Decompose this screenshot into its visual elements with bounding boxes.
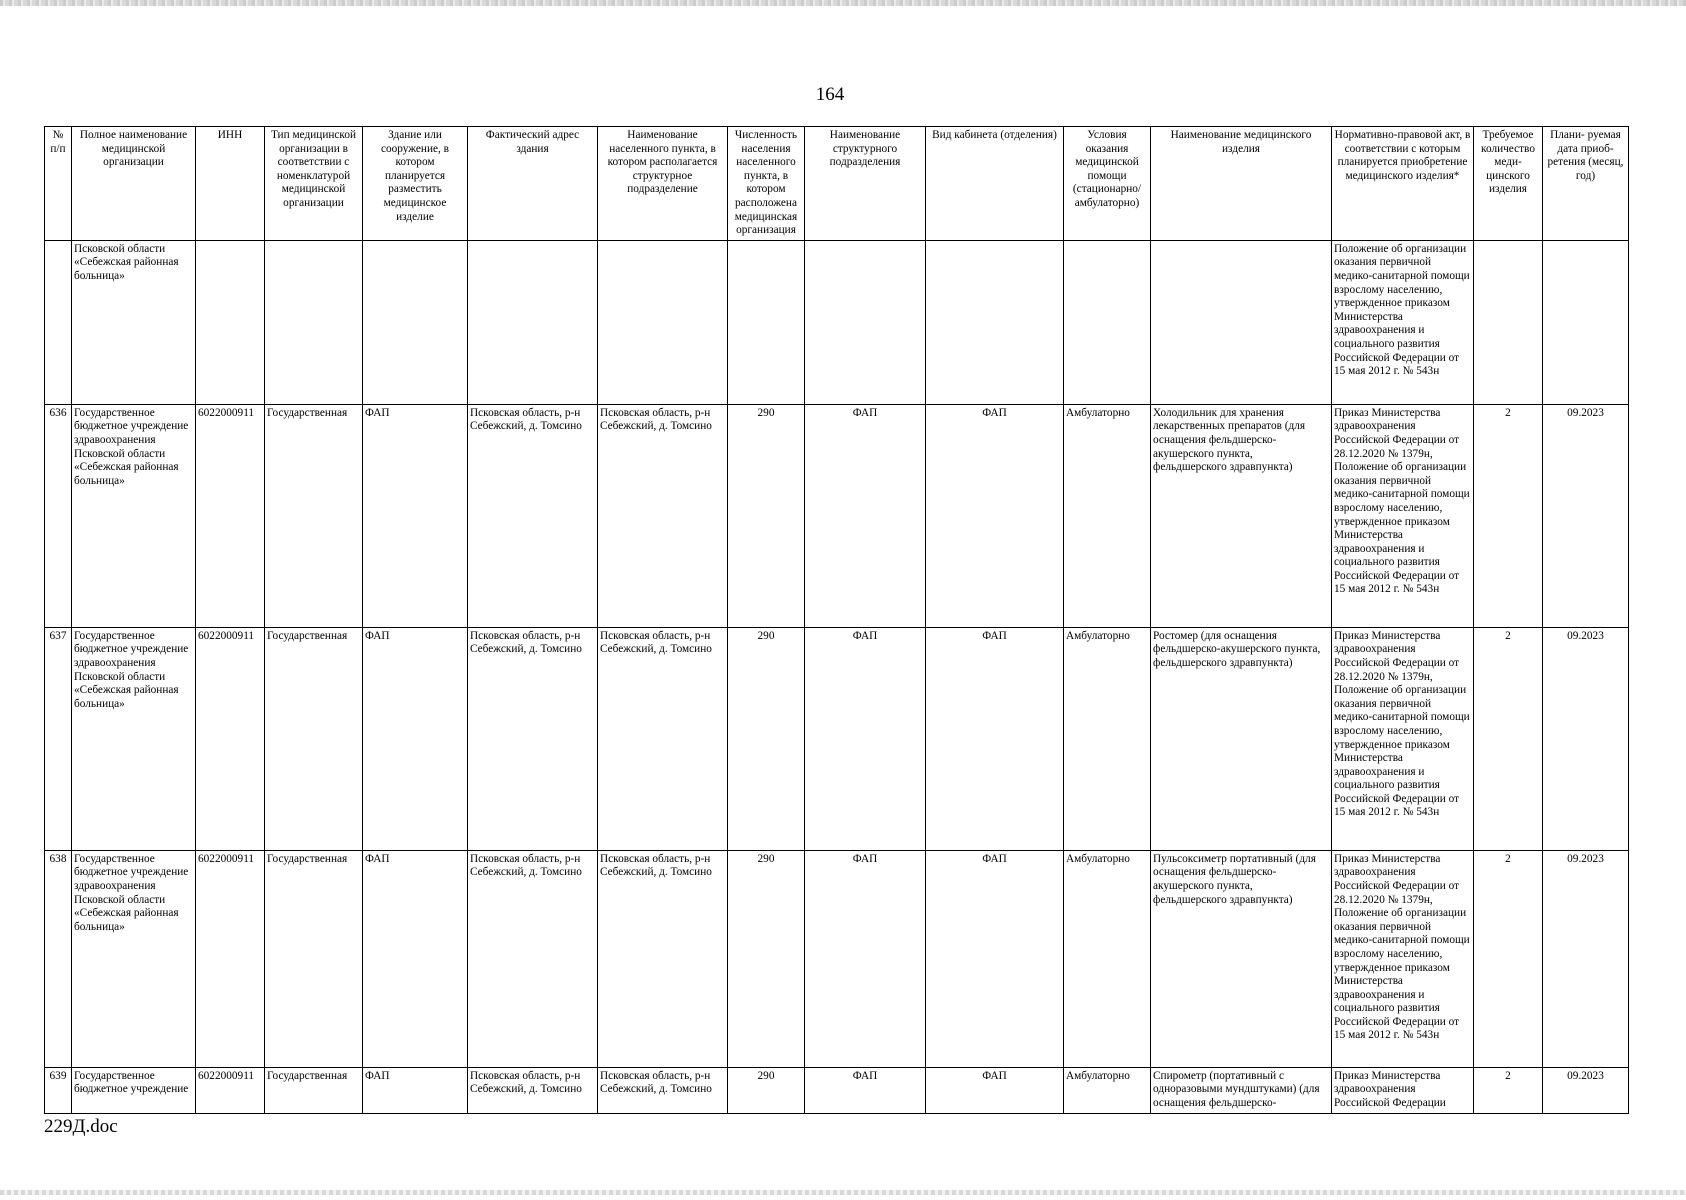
cell-org: Государственное бюджетное учреждение здравоохранения Псковской области «Себежская районная больница» [72,404,196,627]
cell-building: ФАП [363,850,468,1067]
cell-quantity: 2 [1474,404,1543,627]
header-num: № п/п [45,127,72,241]
cell-date: 09.2023 [1543,850,1629,1067]
header-org: Полное наименование медицинской организации [72,127,196,241]
cell-cabinet: ФАП [926,627,1064,850]
header-device: Наименование медицинского изделия [1151,127,1332,241]
cell-inn: 6022000911 [196,404,265,627]
page-number: 164 [815,84,845,105]
cell-inn [196,240,265,404]
cell-unit [805,240,926,404]
cell-quantity [1474,240,1543,404]
cell-unit: ФАП [805,627,926,850]
table-row [45,1067,1629,1113]
cell-date: 09.2023 [1543,627,1629,850]
table-row [45,627,1629,850]
scan-edge-bottom [0,1190,1686,1195]
cell-population: 290 [728,627,805,850]
cell-cabinet: ФАП [926,404,1064,627]
cell-org: Государственное бюджетное учреждение здравоохранения Псковской области «Себежская районная больница» [72,627,196,850]
cell-date: 09.2023 [1543,1067,1629,1113]
cell-address: Псковская область, р-н Себежский, д. Томсино [468,627,598,850]
cell-act: Приказ Министерства здравоохранения Российской Федерации от 28.12.2020 № 1379н, Положение об организации оказания первичной медико-санитарной помощи взрослому населению, утвержденное приказом Министерства здравоохранения и социального развития Российской Федерации от 15 мая 2012 г. № 543н [1332,850,1474,1067]
cell-num: 637 [45,627,72,850]
cell-type: Государственная [265,627,363,850]
header-building: Здание или сооружение, в котором планируется разместить медицинское изделие [363,127,468,241]
cell-quantity: 2 [1474,850,1543,1067]
header-date: Плани- руемая дата приоб- ретения (месяц, год) [1543,127,1629,241]
cell-population: 290 [728,850,805,1067]
cell-inn: 6022000911 [196,850,265,1067]
cell-cabinet [926,240,1064,404]
cell-org: Государственное бюджетное учреждение [72,1067,196,1113]
header-address: Фактический адрес здания [468,127,598,241]
header-settlement: Наименование населенного пункта, в котором располагается структурное подразделение [598,127,728,241]
cell-org: Псковской области «Себежская районная больница» [72,240,196,404]
cell-inn: 6022000911 [196,1067,265,1113]
header-inn: ИНН [196,127,265,241]
header-quantity: Требуемое количество меди- цинского изделия [1474,127,1543,241]
cell-date: 09.2023 [1543,404,1629,627]
equipment-table [44,126,1629,1114]
cell-settlement: Псковская область, р-н Себежский, д. Томсино [598,850,728,1067]
cell-quantity: 2 [1474,627,1543,850]
cell-cabinet: ФАП [926,850,1064,1067]
cell-num [45,240,72,404]
table-header-row [45,127,1629,241]
header-cabinet: Вид кабинета (отделения) [926,127,1064,241]
header-conditions: Условия оказания медицинской помощи (стационарно/ амбулаторно) [1064,127,1151,241]
cell-conditions [1064,240,1151,404]
cell-act: Приказ Министерства здравоохранения Российской Федерации от 28.12.2020 № 1379н, Положение об организации оказания первичной медико-санитарной помощи взрослому населению, утвержденное приказом Министерства здравоохранения и социального развития Российской Федерации от 15 мая 2012 г. № 543н [1332,627,1474,850]
cell-settlement: Псковская область, р-н Себежский, д. Томсино [598,1067,728,1113]
cell-address [468,240,598,404]
cell-quantity: 2 [1474,1067,1543,1113]
scan-edge-top [0,0,1686,6]
cell-act: Положение об организации оказания первичной медико-санитарной помощи взрослому населению, утвержденное приказом Министерства здравоохранения и социального развития Российской Федерации от 15 мая 2012 г. № 543н [1332,240,1474,404]
footer-filename: 229Д.doc [44,1116,118,1137]
table-row [45,240,1629,404]
cell-population: 290 [728,1067,805,1113]
cell-device: Спирометр (портативный с одноразовыми мундштуками) (для оснащения фельдшерско- [1151,1067,1332,1113]
table-row [45,850,1629,1067]
cell-population: 290 [728,404,805,627]
cell-building: ФАП [363,404,468,627]
cell-address: Псковская область, р-н Себежский, д. Томсино [468,1067,598,1113]
cell-building [363,240,468,404]
cell-inn: 6022000911 [196,627,265,850]
cell-unit: ФАП [805,404,926,627]
header-unit: Наименование структурного подразделения [805,127,926,241]
cell-date [1543,240,1629,404]
cell-act: Приказ Министерства здравоохранения Российской Федерации [1332,1067,1474,1113]
cell-type: Государственная [265,850,363,1067]
cell-type [265,240,363,404]
cell-num: 639 [45,1067,72,1113]
cell-org: Государственное бюджетное учреждение здравоохранения Псковской области «Себежская районная больница» [72,850,196,1067]
cell-type: Государственная [265,1067,363,1113]
cell-conditions: Амбулаторно [1064,850,1151,1067]
cell-unit: ФАП [805,1067,926,1113]
cell-act: Приказ Министерства здравоохранения Российской Федерации от 28.12.2020 № 1379н, Положение об организации оказания первичной медико-санитарной помощи взрослому населению, утвержденное приказом Министерства здравоохранения и социального развития Российской Федерации от 15 мая 2012 г. № 543н [1332,404,1474,627]
cell-device: Холодильник для хранения лекарственных препаратов (для оснащения фельдшерско-акушерского пункта, фельдшерского здравпункта) [1151,404,1332,627]
cell-building: ФАП [363,1067,468,1113]
cell-conditions: Амбулаторно [1064,404,1151,627]
cell-type: Государственная [265,404,363,627]
table-row [45,404,1629,627]
cell-settlement [598,240,728,404]
cell-population [728,240,805,404]
header-type: Тип медицинской организации в соответствии с номенклатурой медицинской организации [265,127,363,241]
cell-address: Псковская область, р-н Себежский, д. Томсино [468,404,598,627]
header-act: Нормативно-правовой акт, в соответствии с которым планируется приобретение медицинского изделия* [1332,127,1474,241]
cell-address: Псковская область, р-н Себежский, д. Томсино [468,850,598,1067]
header-population: Численность населения населенного пункта, в котором расположена медицинская организация [728,127,805,241]
cell-num: 638 [45,850,72,1067]
cell-unit: ФАП [805,850,926,1067]
cell-settlement: Псковская область, р-н Себежский, д. Томсино [598,404,728,627]
cell-settlement: Псковская область, р-н Себежский, д. Томсино [598,627,728,850]
cell-device: Ростомер (для оснащения фельдшерско-акушерского пункта, фельдшерского здравпункта) [1151,627,1332,850]
cell-conditions: Амбулаторно [1064,627,1151,850]
cell-num: 636 [45,404,72,627]
cell-conditions: Амбулаторно [1064,1067,1151,1113]
cell-building: ФАП [363,627,468,850]
cell-device: Пульсоксиметр портативный (для оснащения фельдшерско-акушерского пункта, фельдшерского здравпункта) [1151,850,1332,1067]
cell-device [1151,240,1332,404]
cell-cabinet: ФАП [926,1067,1064,1113]
